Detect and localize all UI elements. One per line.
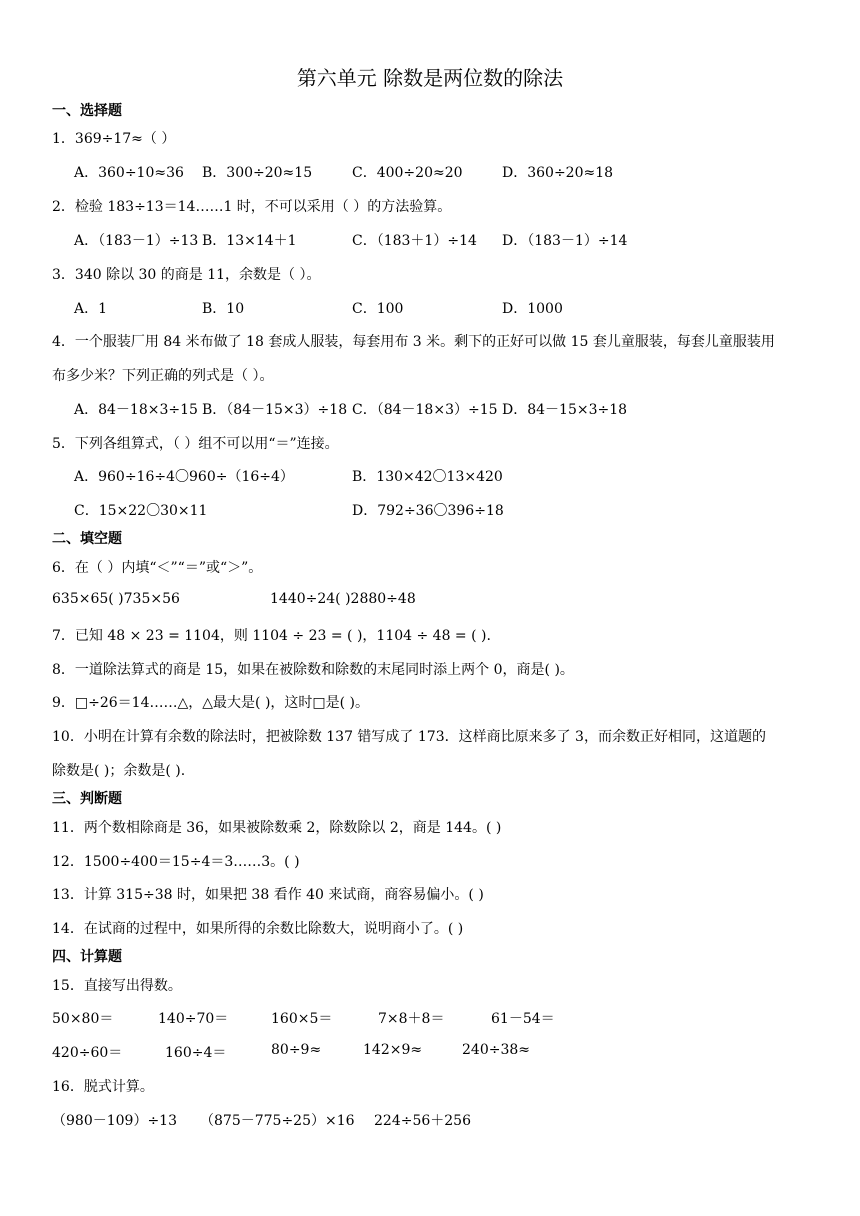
q15-item: 160×5＝ — [271, 1011, 333, 1027]
question-9: 9．□÷26＝14……△，△最大是( )，这时□是( )。 — [52, 695, 370, 711]
q2-option-b: B．13×14＋1 — [202, 233, 297, 249]
question-3-stem: 3．340 除以 30 的商是 11，余数是（ ）。 — [52, 267, 321, 283]
section-heading-true-false: 三、判断题 — [52, 791, 122, 807]
q3-option-a: A．1 — [74, 301, 108, 317]
question-8: 8．一道除法算式的商是 15，如果在被除数和除数的末尾同时添上两个 0，商是( )。 — [52, 662, 574, 678]
question-4-stem-line-1: 4．一个服装厂用 84 米布做了 18 套成人服装，每套用布 3 米。剩下的正好可以做 15 套儿童服装，每套儿童服装用 — [52, 334, 775, 350]
question-12: 12．1500÷400＝15÷4＝3……3。( ) — [52, 854, 300, 870]
section-heading-choice: 一、选择题 — [52, 103, 122, 119]
q1-option-b: B．300÷20≈15 — [202, 165, 313, 181]
q2-option-a: A．（183－1）÷13 — [74, 233, 199, 249]
q15-item: 420÷60＝ — [52, 1045, 123, 1061]
q3-option-b: B．10 — [202, 301, 245, 317]
question-6-stem: 6．在（ ）内填“＜”“＝”或“＞”。 — [52, 560, 263, 576]
question-10-line-2: 除数是( )；余数是( ). — [52, 763, 186, 779]
q16-item: （980－109）÷13 — [52, 1113, 177, 1129]
q6-part-1: 635×65( )735×56 — [52, 591, 180, 607]
q5-option-c: C．15×22〇30×11 — [74, 503, 208, 519]
q15-item: 7×8＋8＝ — [378, 1011, 445, 1027]
q15-item: 140÷70＝ — [158, 1011, 229, 1027]
question-5-stem: 5．下列各组算式，（ ）组不可以用“＝”连接。 — [52, 436, 339, 452]
question-14: 14．在试商的过程中，如果所得的余数比除数大，说明商小了。( ) — [52, 921, 464, 937]
question-15-stem: 15．直接写出得数。 — [52, 978, 182, 994]
page-title: 第六单元 除数是两位数的除法 — [296, 66, 564, 90]
q2-option-d: D．（183－1）÷14 — [502, 233, 628, 249]
q1-option-d: D．360÷20≈18 — [502, 165, 614, 181]
q15-item: 80÷9≈ — [271, 1042, 322, 1058]
q4-option-a: A．84－18×3÷15 — [74, 402, 198, 418]
section-heading-calculation: 四、计算题 — [52, 949, 122, 965]
q5-option-a: A．960÷16÷4〇960÷（16÷4） — [74, 469, 294, 485]
question-4-stem-line-2: 布多少米？下列正确的列式是（ ）。 — [52, 368, 274, 384]
q15-item: 50×80＝ — [52, 1011, 114, 1027]
q1-option-a: A．360÷10≈36 — [74, 165, 184, 181]
section-heading-fill-blank: 二、填空题 — [52, 531, 122, 547]
q4-option-d: D．84－15×3÷18 — [502, 402, 628, 418]
question-2-stem: 2．检验 183÷13＝14……1 时，不可以采用（ ）的方法验算。 — [52, 199, 452, 215]
q15-item: 61－54＝ — [491, 1011, 555, 1027]
q4-option-b: B．（84－15×3）÷18 — [202, 402, 348, 418]
question-16-stem: 16．脱式计算。 — [52, 1079, 154, 1095]
question-10-line-1: 10．小明在计算有余数的除法时，把被除数 137 错写成了 173．这样商比原来多了 3，而余数正好相同，这道题的 — [52, 729, 766, 745]
question-11: 11．两个数相除商是 36，如果被除数乘 2，除数除以 2，商是 144。( ) — [52, 820, 502, 836]
q2-option-c: C．（183＋1）÷14 — [352, 233, 477, 249]
question-1-stem: 1．369÷17≈（ ） — [52, 131, 176, 147]
q5-option-d: D．792÷36〇396÷18 — [352, 503, 504, 519]
q16-item: 224÷56＋256 — [374, 1113, 471, 1129]
question-13: 13．计算 315÷38 时，如果把 38 看作 40 来试商，商容易偏小。( ) — [52, 887, 484, 903]
question-7: 7．已知 48 × 23 = 1104，则 1104 ÷ 23 = ( )，1104 ÷ 48 = ( ). — [52, 628, 491, 644]
q16-item: （875－775÷25）×16 — [200, 1113, 355, 1129]
q5-option-b: B．130×42〇13×420 — [352, 469, 503, 485]
q3-option-c: C．100 — [352, 301, 404, 317]
q4-option-c: C．（84－18×3）÷15 — [352, 402, 498, 418]
q3-option-d: D．1000 — [502, 301, 563, 317]
q15-item: 142×9≈ — [363, 1042, 423, 1058]
q15-item: 160÷4＝ — [165, 1045, 227, 1061]
q6-part-2: 1440÷24( )2880÷48 — [270, 591, 416, 607]
q15-item: 240÷38≈ — [462, 1042, 530, 1058]
q1-option-c: C．400÷20≈20 — [352, 165, 463, 181]
